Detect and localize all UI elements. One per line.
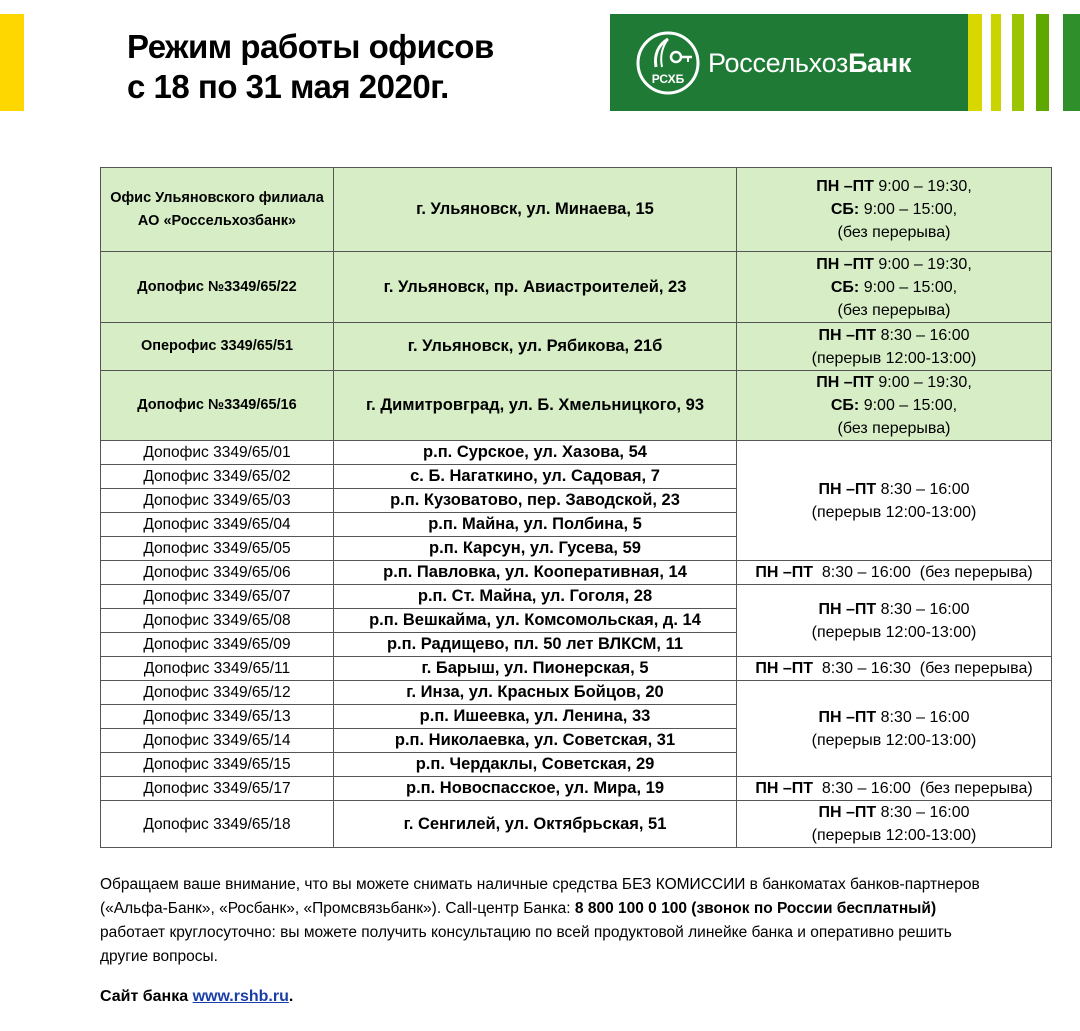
branch-schedule [737, 441, 1052, 561]
table-row [101, 777, 1052, 801]
sched-weekday: 8:30 – 16:00 [880, 326, 970, 344]
logo-letters: РСХБ [651, 72, 685, 86]
branch-address: с. Б. Нагаткино, ул. Садовая, 7 [334, 465, 737, 489]
sched-time: 8:30 – 16:00 [880, 480, 970, 498]
branch-schedule [737, 801, 1052, 848]
brand-name [708, 48, 911, 79]
office-name: Оперофис 3349/65/51 [101, 323, 334, 371]
office-address: г. Димитровград, ул. Б. Хмельницкого, 93 [334, 371, 737, 441]
brand-name-bold: Банк [848, 48, 912, 78]
branch-name: Допофис 3349/65/12 [101, 681, 334, 705]
branch-name: Допофис 3349/65/02 [101, 465, 334, 489]
title-line-2: с 18 по 31 мая 2020г. [127, 68, 449, 105]
site-line [100, 988, 293, 1006]
brand-stripe [968, 14, 982, 111]
office-address: г. Ульяновск, пр. Авиастроителей, 23 [334, 252, 737, 323]
branch-address: р.п. Карсун, ул. Гусева, 59 [334, 537, 737, 561]
notice-phone: 8 800 100 0 100 (звонок по России бесплатный) [574, 900, 937, 917]
brand-stripe [1012, 14, 1024, 111]
office-address: г. Ульяновск, ул. Рябикова, 21б [334, 323, 737, 371]
sched-days: ПН –ПТ [818, 326, 877, 344]
branch-address: р.п. Павловка, ул. Кооперативная, 14 [334, 561, 737, 585]
sched-sat-label: СБ: [830, 397, 860, 414]
branch-schedule [737, 657, 1052, 681]
sched-note: (без перерыва) [919, 564, 1033, 581]
branch-address: р.п. Николаевка, ул. Советская, 31 [334, 729, 737, 753]
office-schedule [737, 252, 1052, 323]
sched-note: (без перерыва) [837, 420, 951, 437]
office-address: г. Ульяновск, ул. Минаева, 15 [334, 168, 737, 252]
branch-address: р.п. Радищево, пл. 50 лет ВЛКСМ, 11 [334, 633, 737, 657]
sched-weekday: 9:00 – 19:30, [878, 255, 972, 273]
sched-note: (перерыв 12:00-13:00) [811, 731, 977, 749]
bank-logo-icon [636, 31, 700, 95]
sched-sat-label: СБ: [830, 278, 860, 296]
notice-text-1: Обращаем ваше внимание, что вы можете снимать наличные средства БЕЗ КОМИССИИ в банкоматах банков-партнеров («Альфа-Банк», «Росбанк», «Промсвязьбанк»). Call-центр Банка: [100, 876, 980, 917]
branch-address: р.п. Кузоватово, пер. Заводской, 23 [334, 489, 737, 513]
branch-address: г. Барыш, ул. Пионерская, 5 [334, 657, 737, 681]
sched-time: 8:30 – 16:00 [821, 564, 911, 581]
site-link[interactable]: www.rshb.ru [192, 988, 289, 1005]
branch-schedule [737, 681, 1052, 777]
title-line-1: Режим работы офисов [127, 28, 494, 65]
table-row [101, 252, 1052, 323]
office-schedule [737, 323, 1052, 371]
office-name: Офис Ульяновского филиала АО «Россельхозбанк» [101, 168, 334, 252]
branch-address: р.п. Новоспасское, ул. Мира, 19 [334, 777, 737, 801]
branch-address: р.п. Сурское, ул. Хазова, 54 [334, 441, 737, 465]
notice-paragraph [100, 873, 1000, 969]
sched-days: ПН –ПТ [816, 178, 874, 195]
notice-text-2: работает круглосуточно: вы можете получить консультацию по всей продуктовой линейке банка и оперативно решить другие вопросы. [100, 924, 952, 965]
sched-days: ПН –ПТ [755, 564, 813, 581]
sched-days: ПН –ПТ [818, 708, 877, 726]
branch-name: Допофис 3349/65/07 [101, 585, 334, 609]
sched-time: 8:30 – 16:00 [821, 780, 911, 797]
sched-time: 8:30 – 16:00 [880, 708, 970, 726]
brand-stripe [1063, 14, 1080, 111]
sched-note: (перерыв 12:00-13:00) [811, 623, 977, 641]
yellow-accent-bar [0, 14, 24, 111]
branch-schedule [737, 585, 1052, 657]
table-row [101, 585, 1052, 609]
branch-address: р.п. Ст. Майна, ул. Гоголя, 28 [334, 585, 737, 609]
brand-stripe [1049, 14, 1063, 111]
brand-stripe [1036, 14, 1049, 111]
sched-weekday: 9:00 – 19:30, [878, 374, 972, 391]
sched-sat: 9:00 – 15:00, [863, 201, 958, 218]
brand-green-panel [610, 14, 968, 111]
sched-days: ПН –ПТ [755, 780, 813, 797]
sched-days: ПН –ПТ [818, 600, 877, 618]
office-schedule-table [100, 167, 1052, 848]
site-label: Сайт банка [100, 988, 193, 1005]
office-schedule [737, 371, 1052, 441]
branch-name: Допофис 3349/65/17 [101, 777, 334, 801]
table-row [101, 681, 1052, 705]
site-dot: . [288, 988, 294, 1005]
brand-stripe [991, 14, 1001, 111]
sched-days: ПН –ПТ [818, 480, 877, 498]
sched-note: (без перерыва) [919, 660, 1033, 677]
page-title [127, 27, 494, 107]
table-row [101, 801, 1052, 848]
brand-stripe [1001, 14, 1012, 111]
brand-stripe [1024, 14, 1036, 111]
branch-schedule [737, 561, 1052, 585]
branch-name: Допофис 3349/65/15 [101, 753, 334, 777]
sched-days: ПН –ПТ [816, 255, 874, 273]
table-row [101, 168, 1052, 252]
branch-name: Допофис 3349/65/14 [101, 729, 334, 753]
branch-name: Допофис 3349/65/03 [101, 489, 334, 513]
branch-address: р.п. Вешкайма, ул. Комсомольская, д. 14 [334, 609, 737, 633]
branch-name: Допофис 3349/65/01 [101, 441, 334, 465]
branch-address: р.п. Чердаклы, Советская, 29 [334, 753, 737, 777]
branch-name: Допофис 3349/65/13 [101, 705, 334, 729]
branch-name: Допофис 3349/65/06 [101, 561, 334, 585]
branch-address: р.п. Майна, ул. Полбина, 5 [334, 513, 737, 537]
brand-banner [610, 14, 1080, 111]
sched-days: ПН –ПТ [816, 374, 874, 391]
branch-address: г. Сенгилей, ул. Октябрьская, 51 [334, 801, 737, 848]
sched-note: (перерыв 12:00-13:00) [811, 349, 977, 367]
branch-name: Допофис 3349/65/05 [101, 537, 334, 561]
table-row [101, 561, 1052, 585]
office-name: Допофис №3349/65/16 [101, 371, 334, 441]
table-row [101, 441, 1052, 465]
sched-note: (перерыв 12:00-13:00) [811, 827, 977, 844]
branch-name: Допофис 3349/65/11 [101, 657, 334, 681]
table-row [101, 657, 1052, 681]
sched-sat: 9:00 – 15:00, [863, 278, 958, 296]
branch-name: Допофис 3349/65/18 [101, 801, 334, 848]
office-schedule [737, 168, 1052, 252]
sched-sat: 9:00 – 15:00, [863, 397, 958, 414]
sched-sat-label: СБ: [830, 201, 860, 218]
branch-address: г. Инза, ул. Красных Бойцов, 20 [334, 681, 737, 705]
branch-name: Допофис 3349/65/04 [101, 513, 334, 537]
branch-address: р.п. Ишеевка, ул. Ленина, 33 [334, 705, 737, 729]
sched-note: (перерыв 12:00-13:00) [811, 503, 977, 521]
branch-name: Допофис 3349/65/08 [101, 609, 334, 633]
sched-time: 8:30 – 16:30 [821, 660, 911, 677]
branch-schedule [737, 777, 1052, 801]
brand-name-regular: Россельхоз [708, 48, 849, 78]
sched-time: 8:30 – 16:00 [880, 804, 970, 821]
sched-note: (без перерыва) [919, 780, 1033, 797]
sched-days: ПН –ПТ [818, 804, 877, 821]
sched-days: ПН –ПТ [755, 660, 813, 677]
sched-time: 8:30 – 16:00 [880, 600, 970, 618]
sched-note: (без перерыва) [837, 301, 951, 319]
sched-note: (без перерыва) [837, 224, 951, 241]
branch-name: Допофис 3349/65/09 [101, 633, 334, 657]
table-row [101, 371, 1052, 441]
sched-weekday: 9:00 – 19:30, [878, 178, 972, 195]
brand-stripe [982, 14, 991, 111]
office-name: Допофис №3349/65/22 [101, 252, 334, 323]
table-row [101, 323, 1052, 371]
